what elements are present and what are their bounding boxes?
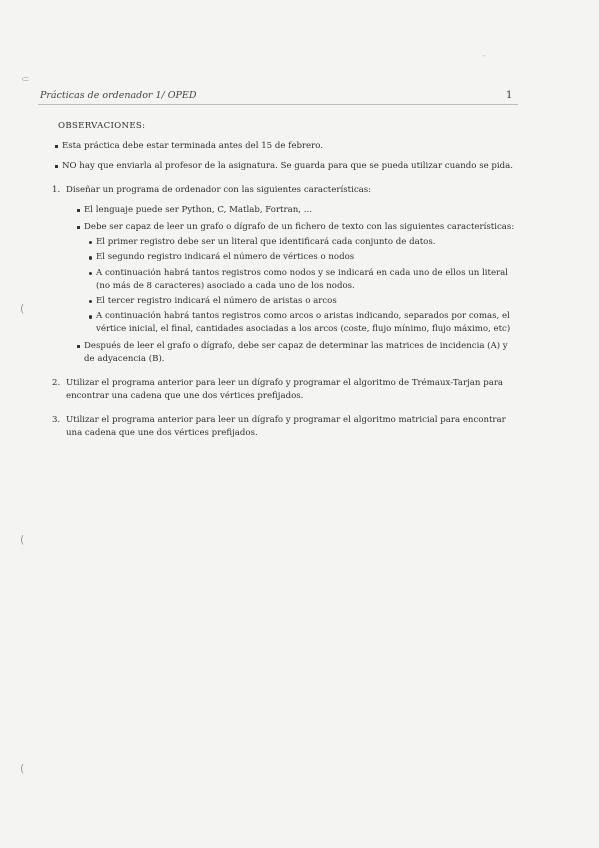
task-1 bbox=[52, 184, 516, 197]
document-body bbox=[52, 120, 516, 447]
sub-bullet-text: A continuación habrá tantos registros como nodos y se indicará en cada uno de ellos un literal (no más de 8 caracteres) asociado a cada uno de los nodos. bbox=[96, 267, 509, 291]
sub-bullet-text: El segundo registro indicará el número de vértices o nodos bbox=[96, 252, 355, 263]
task-2 bbox=[52, 377, 516, 403]
task-number: 3. bbox=[52, 415, 61, 426]
bullet-square-icon bbox=[55, 145, 58, 148]
task-1-bullet bbox=[74, 221, 516, 234]
observation-item bbox=[52, 140, 516, 153]
header-rule bbox=[38, 104, 518, 105]
task-number: 2. bbox=[52, 378, 61, 389]
header-title: Prácticas de ordenador 1/ OPED bbox=[40, 90, 197, 101]
task-1-bullet bbox=[74, 204, 516, 217]
bullet-square-icon bbox=[77, 345, 80, 348]
task-text: Utilizar el programa anterior para leer un dígrafo y programar el algoritmo matricial para encontrar una cadena que une dos vértices prefijados. bbox=[66, 415, 506, 439]
bullet-dot-icon bbox=[89, 315, 92, 318]
page-number: 1 bbox=[506, 90, 513, 101]
sub-bullet-text: El primer registro debe ser un literal que identificará cada conjunto de datos. bbox=[96, 237, 436, 247]
bullet-text: Debe ser capaz de leer un grafo o dígrafo de un fichero de texto con las siguientes características: bbox=[84, 222, 515, 232]
observation-text: NO hay que enviarla al profesor de la asignatura. Se guarda para que se pueda utilizar cuando se pida. bbox=[62, 161, 514, 171]
sub-bullet bbox=[86, 310, 516, 336]
bullet-text: El lenguaje puede ser Python, C, Matlab, Fortran, ... bbox=[84, 205, 312, 215]
punch-mark-top: ⸦ bbox=[20, 73, 31, 86]
observation-text: Esta práctica debe estar terminada antes del 15 de febrero. bbox=[62, 141, 324, 151]
task-text: Diseñar un programa de ordenador con las siguientes características: bbox=[66, 185, 372, 195]
sub-bullet-text: El tercer registro indicará el número de aristas o arcos bbox=[96, 295, 337, 306]
task-text: Utilizar el programa anterior para leer un dígrafo y programar el algoritmo de Trémaux-Tarjan para encontrar una cadena que une dos vértices prefijados. bbox=[66, 378, 504, 402]
bullet-dot-icon bbox=[89, 300, 92, 303]
sub-bullet bbox=[86, 251, 516, 264]
sub-bullet bbox=[86, 236, 516, 249]
bullet-dot-icon bbox=[89, 272, 92, 275]
bullet-dot-icon bbox=[89, 241, 92, 244]
punch-mark-lower: ( bbox=[20, 533, 25, 546]
observation-item bbox=[52, 160, 516, 173]
task-number: 1. bbox=[52, 185, 61, 195]
punch-mark-upper: ( bbox=[20, 302, 25, 315]
sub-bullet-text: A continuación habrá tantos registros como arcos o aristas indicando, separados por comas, el vértice inicial, el final, cantidades asociadas a los arcos (coste, flujo mínimo, flujo máximo, etc) bbox=[96, 311, 511, 335]
bullet-square-icon bbox=[55, 165, 58, 168]
punch-mark-bottom: ( bbox=[20, 762, 25, 775]
task-1-after bbox=[74, 340, 516, 366]
sub-bullet bbox=[86, 295, 516, 308]
scan-speck: ′′ bbox=[482, 54, 486, 63]
observations-title: OBSERVACIONES: bbox=[58, 121, 146, 131]
bullet-square-icon bbox=[77, 226, 80, 229]
bullet-dot-icon bbox=[89, 256, 92, 259]
bullet-text: Después de leer el grafo o dígrafo, debe ser capaz de determinar las matrices de incidencia (A) y de adyacencia (B). bbox=[84, 341, 508, 365]
task-3 bbox=[52, 414, 516, 440]
bullet-square-icon bbox=[77, 209, 80, 212]
sub-bullet bbox=[86, 267, 516, 293]
